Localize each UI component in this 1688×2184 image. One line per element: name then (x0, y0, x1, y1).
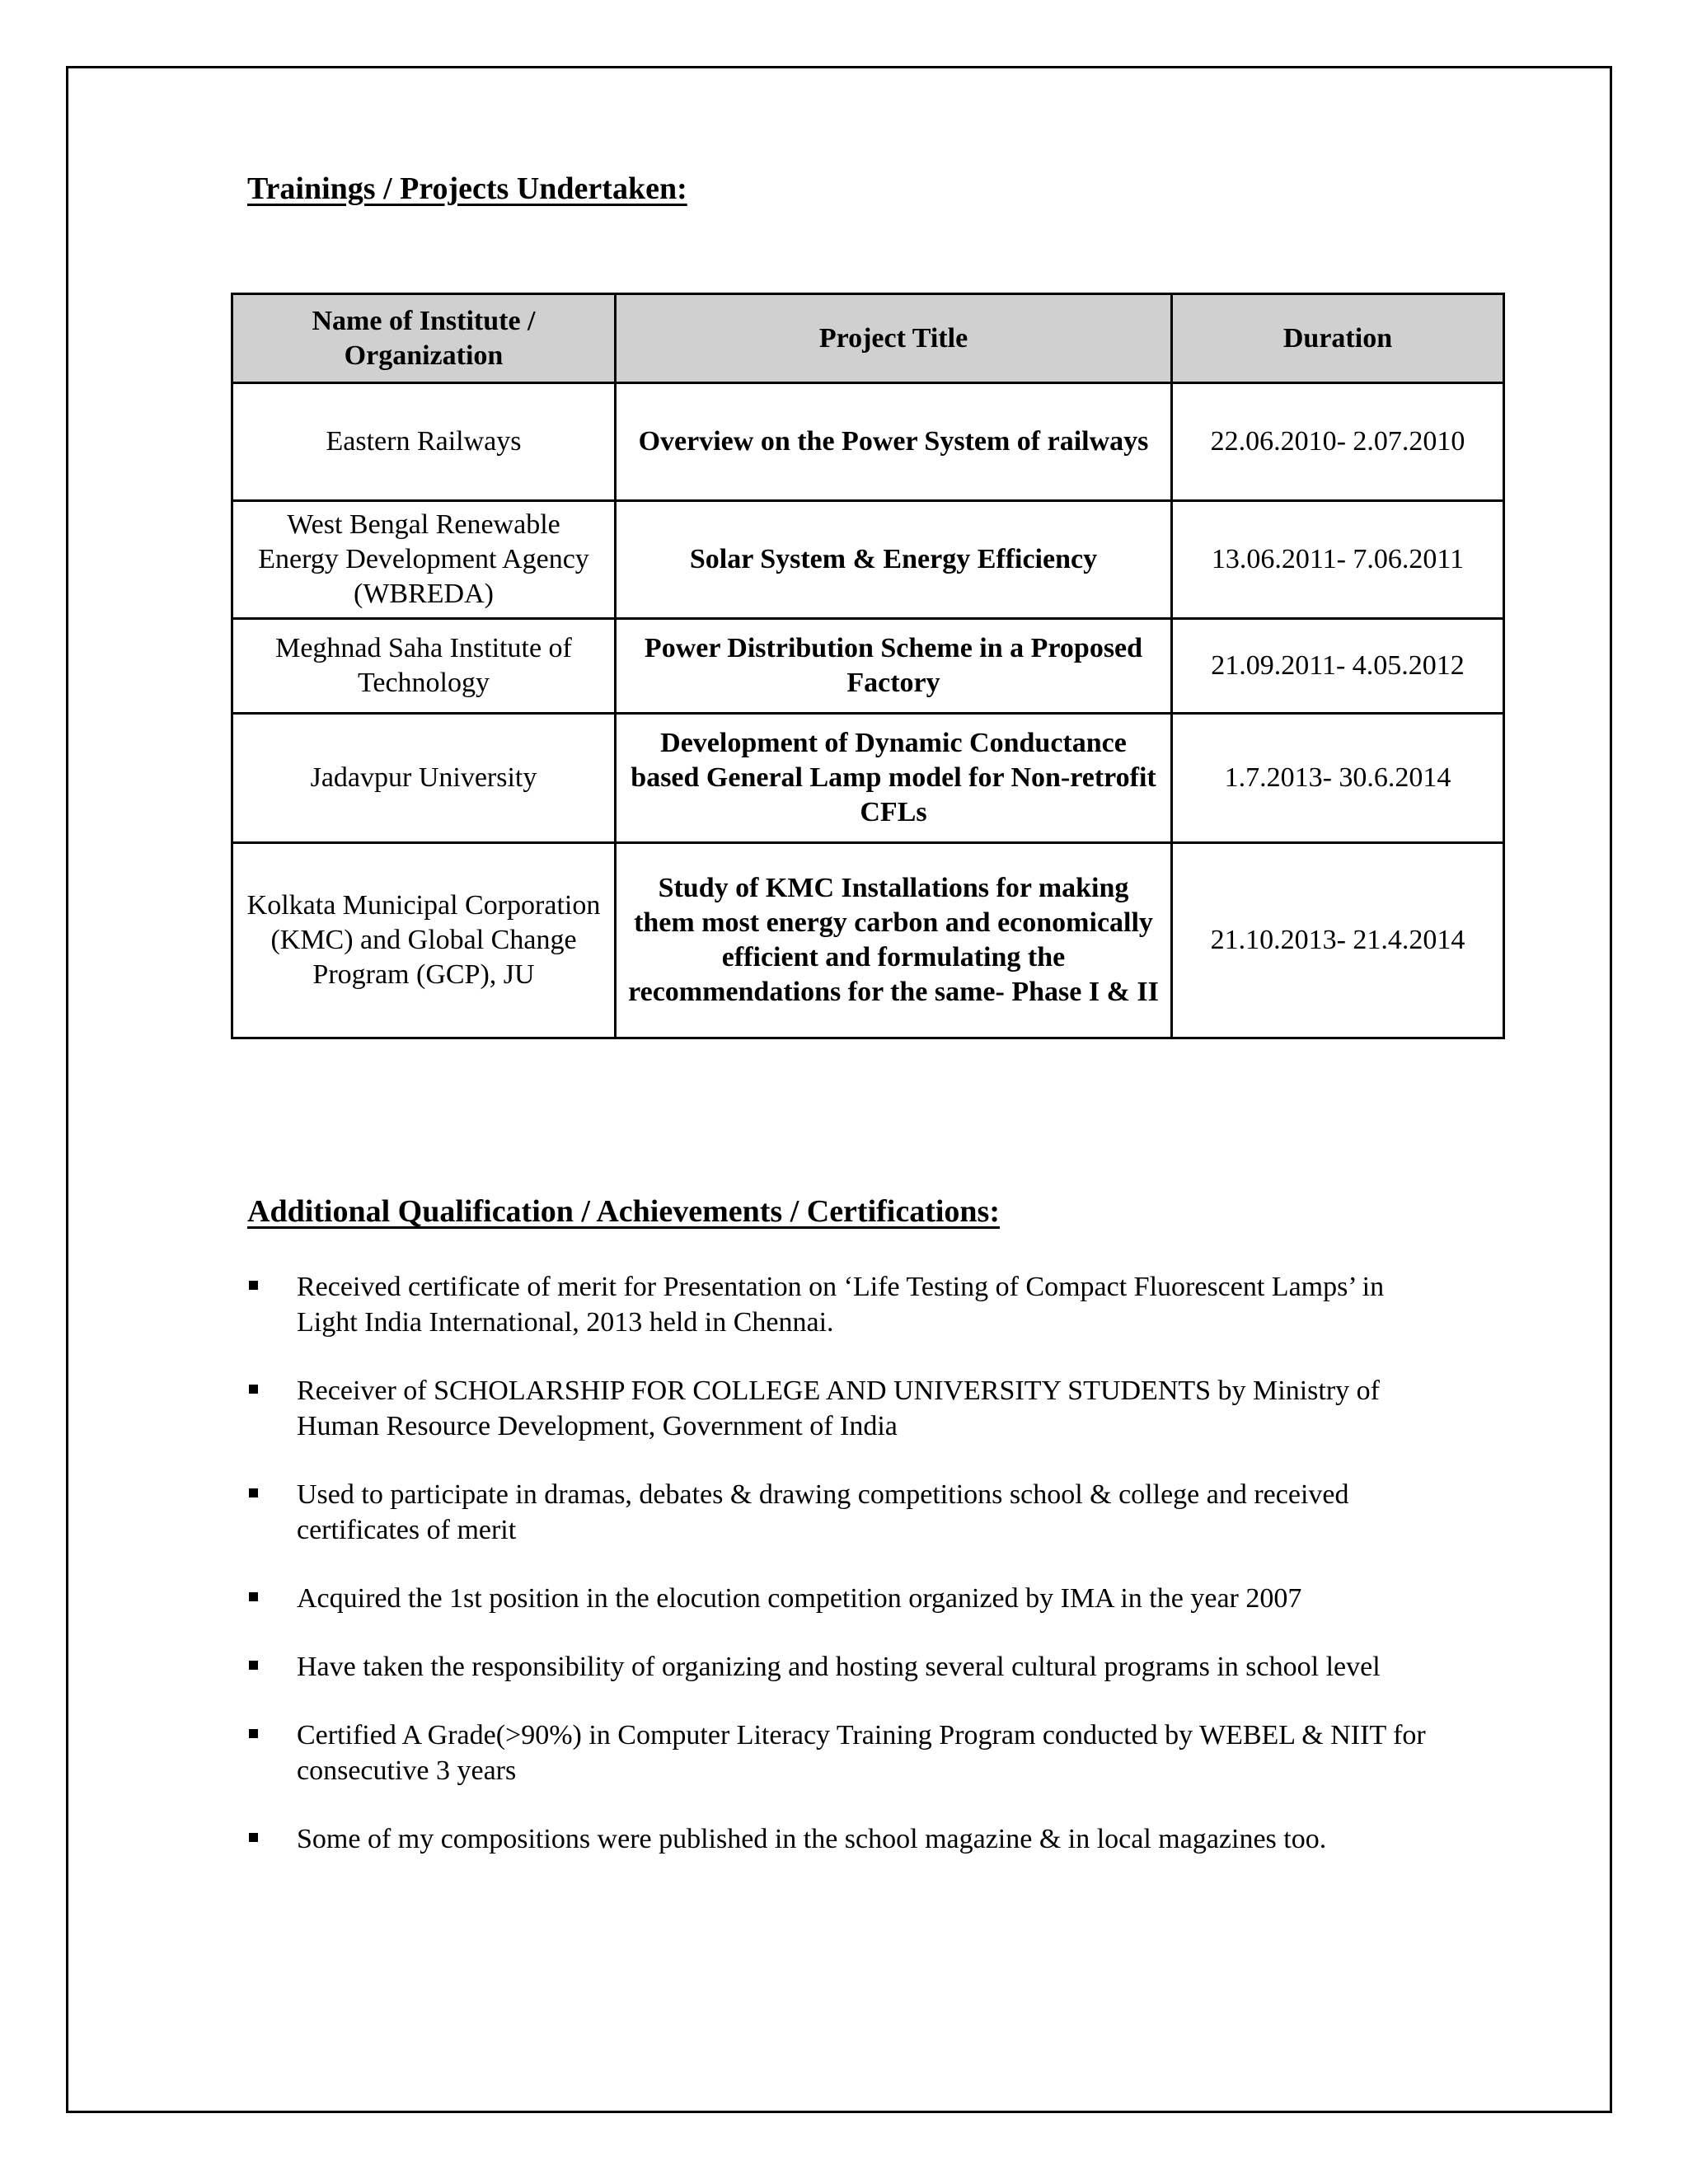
achievements-list (247, 1269, 1451, 1890)
list-item-text: Have taken the responsibility of organizing and hosting several cultural programs in school level (297, 1652, 1381, 1682)
table-row (232, 843, 1504, 1038)
cell-duration: 13.06.2011- 7.06.2011 (1172, 501, 1504, 619)
list-item-text: Used to participate in dramas, debates & drawing competitions school & college and received certificates of merit (297, 1479, 1349, 1545)
cell-project-title: Solar System & Energy Efficiency (616, 501, 1172, 619)
cell-institute: Kolkata Municipal Corporation (KMC) and Global Change Program (GCP), JU (232, 843, 616, 1038)
list-item-text: Receiver of SCHOLARSHIP FOR COLLEGE AND UNIVERSITY STUDENTS by Ministry of Human Resource Development, Government of India (297, 1376, 1380, 1441)
header-duration: Duration (1172, 294, 1504, 383)
cell-institute: Meghnad Saha Institute of Technology (232, 619, 616, 714)
table-header-row (232, 294, 1504, 383)
header-institute: Name of Institute / Organization (232, 294, 616, 383)
table-row (232, 383, 1504, 501)
cell-institute: West Bengal Renewable Energy Development Agency (WBREDA) (232, 501, 616, 619)
list-item (247, 1477, 1451, 1548)
list-item (247, 1373, 1451, 1444)
square-bullet-icon (249, 1385, 258, 1394)
list-item (247, 1718, 1451, 1788)
cell-project-title: Study of KMC Installations for making them most energy carbon and economically efficient and formulating the recommendations for the same- Phase I & II (616, 843, 1172, 1038)
cell-project-title: Power Distribution Scheme in a Proposed Factory (616, 619, 1172, 714)
square-bullet-icon (249, 1729, 258, 1738)
square-bullet-icon (249, 1281, 258, 1290)
list-item-text: Some of my compositions were published in the school magazine & in local magazines too. (297, 1824, 1327, 1854)
list-item-text: Acquired the 1st position in the elocution competition organized by IMA in the year 2007 (297, 1583, 1302, 1614)
list-item (247, 1269, 1451, 1340)
cell-duration: 21.10.2013- 21.4.2014 (1172, 843, 1504, 1038)
achievements-heading: Additional Qualification / Achievements / Certifications: (247, 1194, 1001, 1229)
square-bullet-icon (249, 1592, 258, 1601)
header-project-title: Project Title (616, 294, 1172, 383)
projects-table (231, 293, 1505, 1039)
table-row (232, 714, 1504, 843)
table-row (232, 619, 1504, 714)
cell-duration: 22.06.2010- 2.07.2010 (1172, 383, 1504, 501)
list-item (247, 1581, 1451, 1616)
cell-institute: Jadavpur University (232, 714, 616, 843)
cell-project-title: Overview on the Power System of railways (616, 383, 1172, 501)
square-bullet-icon (249, 1488, 258, 1497)
square-bullet-icon (249, 1661, 258, 1670)
square-bullet-icon (249, 1833, 258, 1842)
cell-duration: 1.7.2013- 30.6.2014 (1172, 714, 1504, 843)
cell-institute: Eastern Railways (232, 383, 616, 501)
list-item (247, 1821, 1451, 1857)
cell-project-title: Development of Dynamic Conductance based General Lamp model for Non-retrofit CFLs (616, 714, 1172, 843)
list-item-text: Certified A Grade(>90%) in Computer Literacy Training Program conducted by WEBEL & NIIT for consecutive 3 years (297, 1720, 1426, 1786)
list-item-text: Received certificate of merit for Presentation on ‘Life Testing of Compact Fluorescent Lamps’ in Light India International, 2013 held in Chennai. (297, 1272, 1385, 1338)
trainings-heading: Trainings / Projects Undertaken: (247, 171, 687, 206)
table-row (232, 501, 1504, 619)
cell-duration: 21.09.2011- 4.05.2012 (1172, 619, 1504, 714)
list-item (247, 1649, 1451, 1685)
